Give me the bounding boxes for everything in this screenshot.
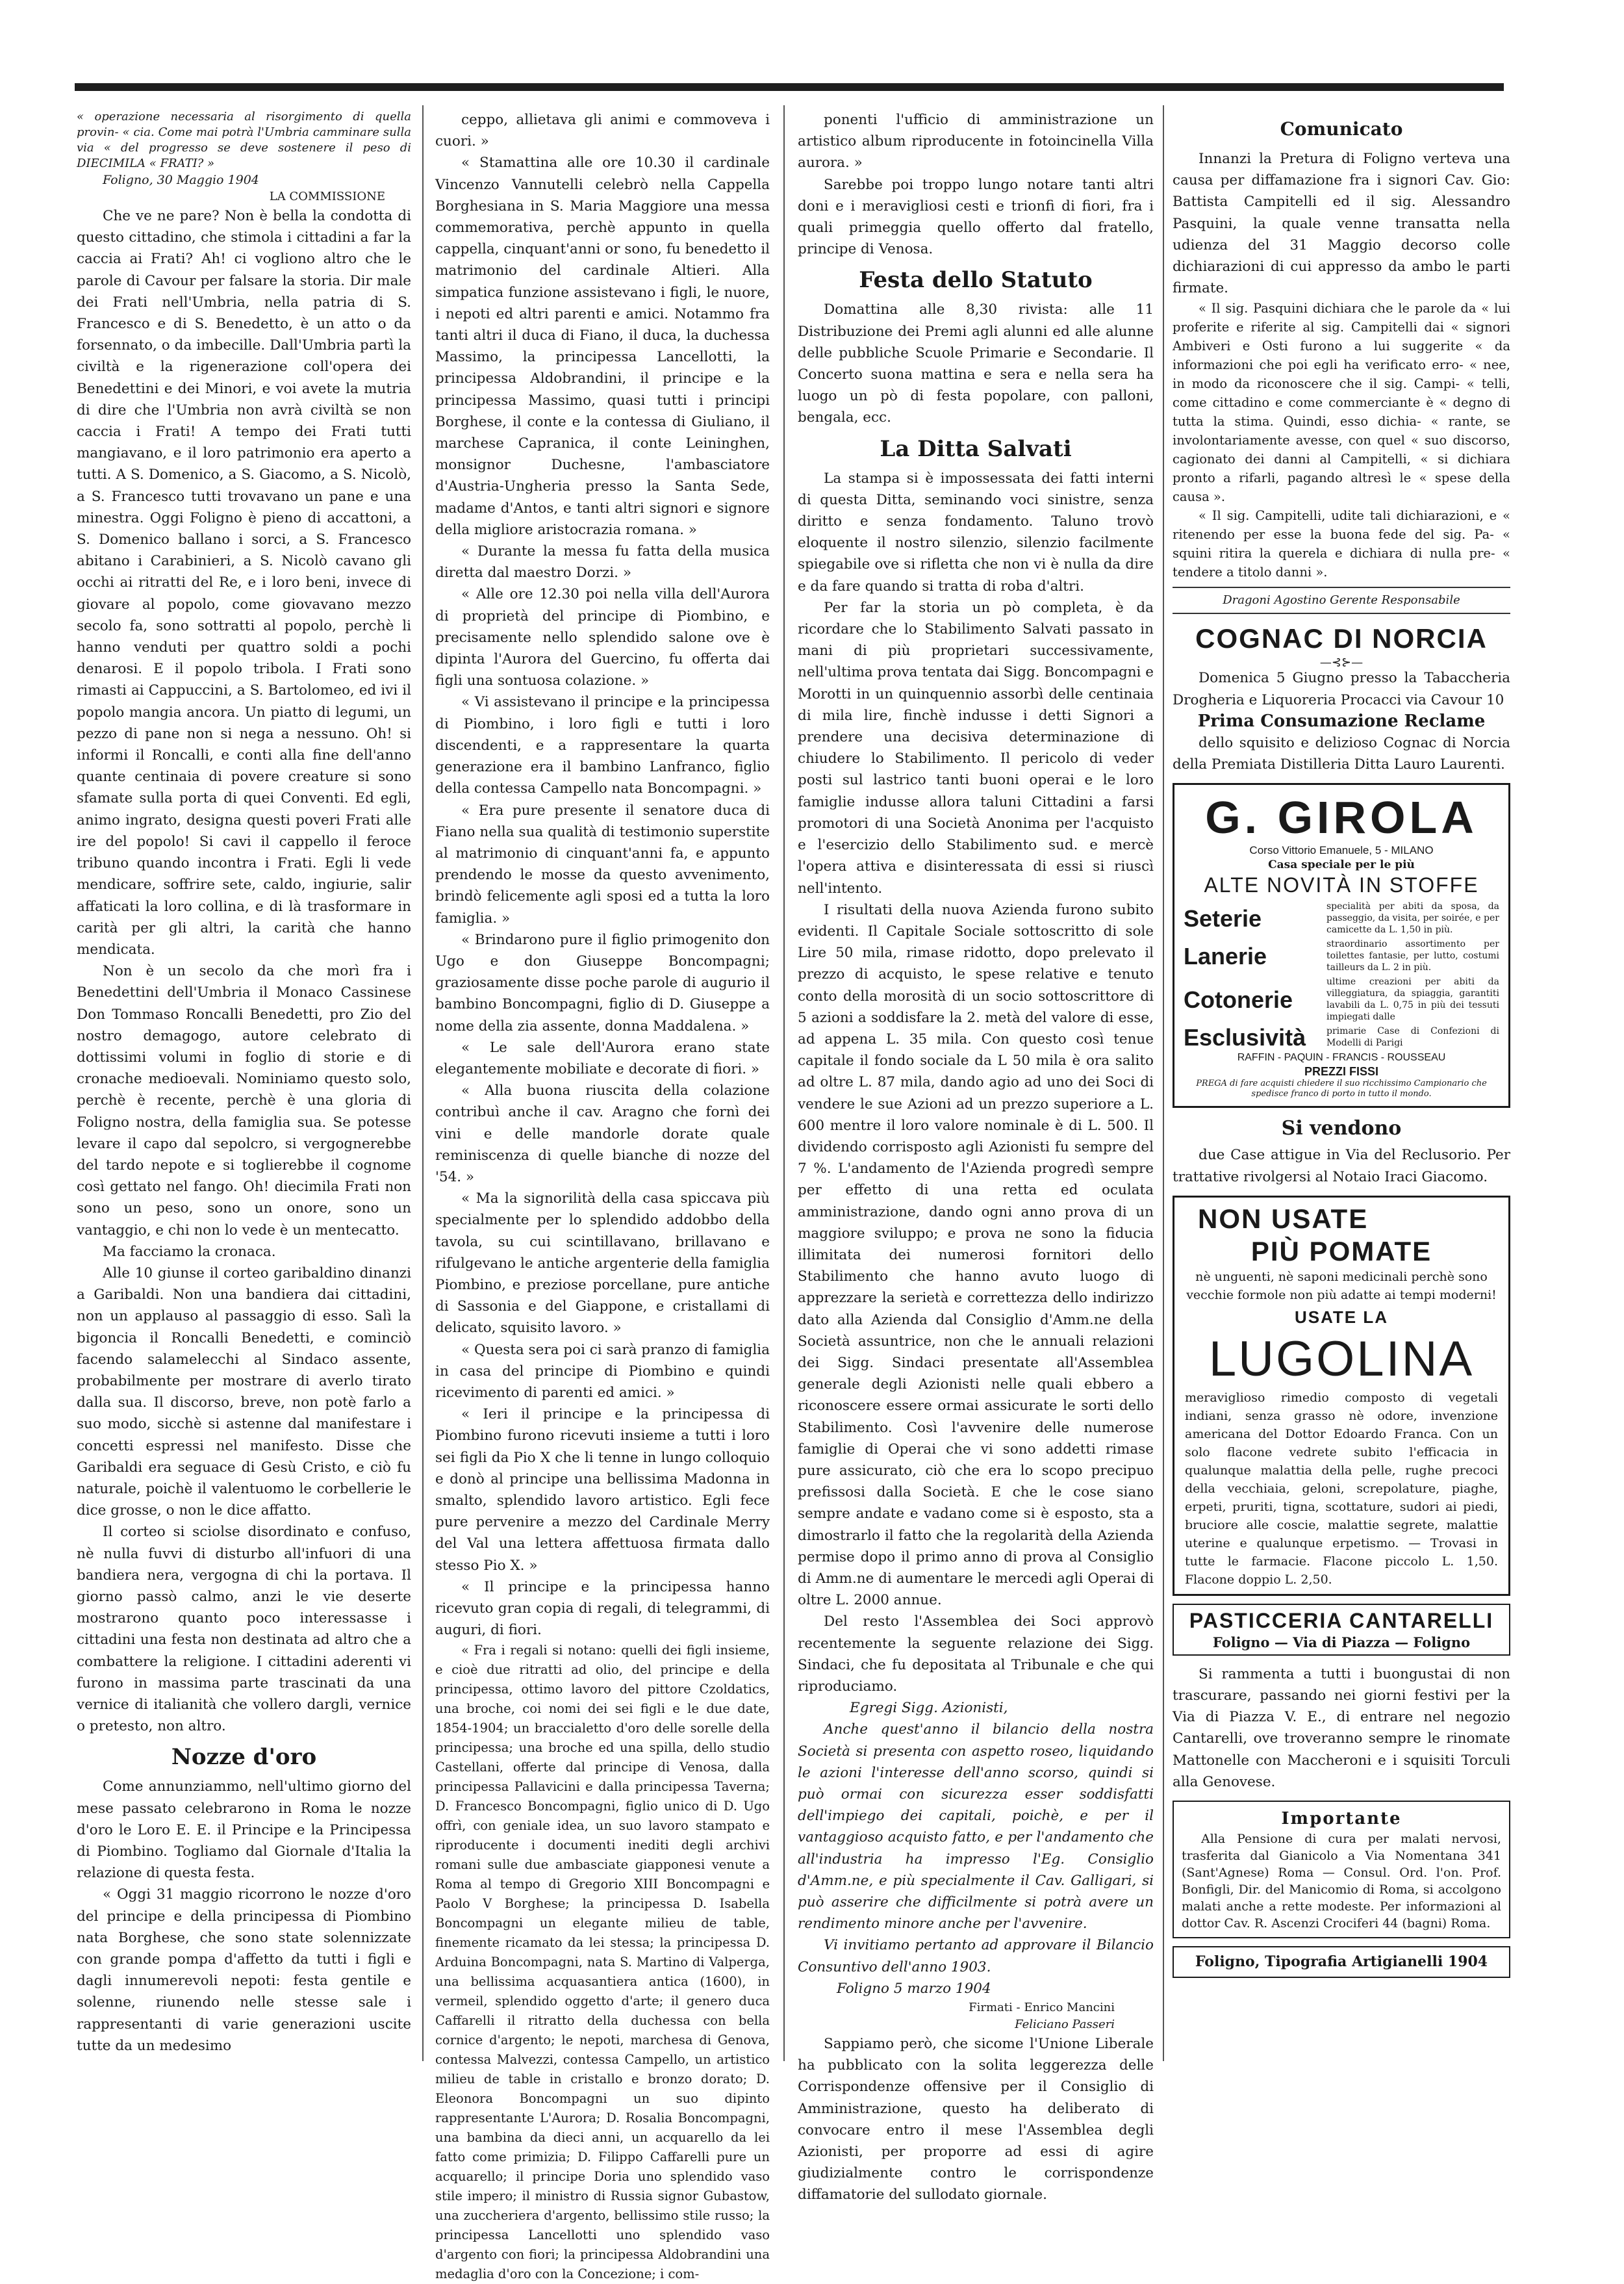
paragraph: Si rammenta a tutti i buongustai di non trascurare, passando nei giorni festivi per la Via di Piazza V. E., di entrare nel negozio Cantarelli, ove troveranno sempre le rinomate Mattonelle con Maccheroni e i squisiti Torculi alla Genovese. xyxy=(1173,1665,1510,1790)
paragraph: « Vi assistevano il principe e la principessa di Piombino, i loro figli e tutti i loro discendenti, e a rappresentare la quarta generazione era il bambino Lanfranco, figlio della contessa Campello nata Boncompagni. » xyxy=(435,694,770,797)
lugolina-title: LUGOLINA xyxy=(1208,1331,1475,1387)
girola-description: specialità per abiti da sposa, da passeggio, da visita, per soirée, e per camicette da L. 1,50 in più. xyxy=(1326,901,1499,936)
column-divider xyxy=(783,105,785,2061)
paragraph: due Case attigue in Via del Reclusorio. Per trattative rivolgersi al Notaio Iraci Giacomo. xyxy=(1173,1147,1510,1185)
divider xyxy=(1173,613,1510,614)
headline-vendono: Si vendono xyxy=(1281,1117,1402,1140)
column-4 xyxy=(1173,109,1510,1986)
signature: Feliciano Passeri xyxy=(1015,2018,1115,2032)
paragraph: Che ve ne pare? Non è bella la condotta di questo cittadino, che stimola i cittadini a far la caccia ai Frati? Ah! ci vogliono altro che le parole di Cavour per falsare la storia. Dir male dei Frati nell'Umbria, nella patria di S. Francesco e di S. Benedetto, è un atto o da forsennato, o da imbecille. Dall'Umbria partì la civiltà e la rigenerazione coll'opera dei Benedettini e dei Minori, e voi avete la mutria di dire che l'Umbria non avrà civiltà se non caccia i Frati! A tempo dei Frati tutti mangiavano, e il loro patrimonio era aperto a tutti. A S. Domenico, a S. Giacomo, a S. Nicolò, a S. Francesco tutti trovavano un pane e una minestra. Oggi Foligno è pieno di accattoni, a S. Domenico ballano i sorci, a S. Francesco abitano i Carabinieri, a S. Nicolò cavano gli occhi ai ritratti del Re, e i loro beni, invece di giovare al popolo, come giovavano mezzo secolo fa, sono sottratti al popolo, perchè li hanno venduti per quattro soldi a pochi denarosi. E il popolo tribola. I Frati sono rimasti ai Cappuccini, a S. Bartolomeo, ed ivi il popolo mangia ancora. Un piatto di legumi, un pezzo di pane non si nega a nessuno. Oh! si informi il Roncalli, e conti alla fine dell'anno quante centinaia di povere creature si sono sfamate sulla porta di quei Conventi. Ed egli, animo ingrato, designa questi poveri Frati alle ire del popolo! Si cavi il cappello il feroce tribuno quando incontra i Frati. Egli li vede mendicare, soffrire sete, caldo, ingiurie, salir affaticati la loro collina, e di là trasformare in carità per gli altri, la carità che hanno mendicata. xyxy=(77,208,411,958)
paragraph: « Alle ore 12.30 poi nella villa dell'Aurora di proprietà del principe di Piombino, e precisamente nello splendido salone ove è dipinta l'Aurora del Guercino, fu offerta dai figli una sontuosa colazione. » xyxy=(435,586,770,689)
girola-title: G. GIROLA xyxy=(1205,792,1478,843)
girola-prezzi: PREZZI FISSI xyxy=(1304,1065,1378,1079)
paragraph: « Il principe e la principessa hanno ricevuto gran copia di regali, di telegrammi, di auguri, di fiori. xyxy=(435,1578,770,1639)
dateline: Foligno, 30 Maggio 1904 xyxy=(103,173,259,187)
paragraph: Del resto l'Assemblea dei Soci approvò recentemente la seguente relazione dei Sigg. Sindaci, che fu depositata al Tribunale e che qui riproduciamo. xyxy=(798,1613,1154,1695)
headline-comunicato: Comunicato xyxy=(1280,118,1403,140)
paragraph: « Alla buona riuscita della colazione contribuì anche il cav. Aragno che fornì dei vini e delle mandorle dorate quale reminiscenza di quelle bianche di nozze del '54. » xyxy=(435,1083,770,1185)
paragraph: Domenica 5 Giugno presso la Tabaccheria Drogheria e Liquoreria Procacci via Cavour 10 xyxy=(1173,670,1510,708)
paragraph: « Era pure presente il senatore duca di Fiano nella sua qualità di testimonio superstite al matrimonio di cinquant'anni fa, e appunto prendendo le mosse da questo avvenimento, brindò felicemente agli sposi ed a tutta la loro famiglia. » xyxy=(435,802,770,927)
top-rule xyxy=(75,83,1504,91)
paragraph: « Questa sera poi ci sarà pranzo di famiglia in casa del principe di Piombino e quindi ricevimento di parenti ed amici. » xyxy=(435,1341,770,1401)
paragraph: I risultati della nuova Azienda furono subito evidenti. Il Capitale Sociale sottoscritto di sole Lire 50 mila, rimase ridotto, dopo prelevato il prezzo di acquisto, le spese relative e tenuto conto della morosità di un socio sottoscrittore di 5 azioni a soddisfare la 2. metà del valore di esse, ad appena L. 35 mila. Con questo così tenue capitale il fondo sociale da L 50 mila è ora salito ad oltre L. 87 mila, dando agio ad uno dei Soci di vendere le sue Azioni ad un prezzo superiore a L. 600 mentre il loro valore nominale è di L. 500. Il dividendo corrisposto agli Azionisti fu sempre del 7 %. L'andamento de l'Azienda progredì sempre per effetto di una retta ed oculata amministrazione, dando ogni anno prova di un maggiore sviluppo; e prova ne sono la fiducia illimitata dei numerosi fornitori dello Stabilimento che hanno avuto luogo di apprezzare la serietà e correttezza dello indirizzo dato alla Azienda dal Consiglio d'Amm.ne della Società assuntrice, non che le annuali relazioni dei Sigg. Sindaci presentate all'Assemblea generale degli Azionisti nelle quali ebbero a riconoscere essere ormai assicurate le sorti dello Stabilimento. Così l'avvenire delle numerose famiglie di Operai che vi sono addetti rimase pure assicurato, ciò che era lo scopo precipuo prefissosi dalla Società. E che le cose siano sempre andate e vadano come si è esposto, sta a dimostrarlo il fatto che la regolarità della Azienda permise dopo il primo anno di prova al Consiglio di Amm.ne di aumentare le mercedi agli Operai di oltre L. 2000 annue. xyxy=(798,901,1154,1609)
paragraph: « Il sig. Pasquini dichiara che le parole da « lui proferite e riferite al sig. Campitelli dai « signori Ambiveri e Osti furono a lui suggerite « da informazioni che poi egli ha verificato erro- « nee, in modo da riconoscere che il sig. Campi- « telli, come cittadino e come commerciante è « degno di tutta la stima. Quindi, esso dichia- « rante, se involontariamente avesse, con quel « suo discorso, cagionato dei danni al Campitelli, « si dichiara pronto a rifarli, pagando altresì le « spese della causa ». xyxy=(1173,301,1510,505)
paragraph: Alla Pensione di cura per malati nervosi, trasferita dal Gianicolo a Via Nomentana 341 (Sant'Agnese) Roma — Consul. Ord. l'on. Prof. Bonfigli, Dir. del Manicomio di Roma, si accolgono malati anche a rette modeste. Per informazioni al dottor Cav. R. Ascenzi Crociferi 44 (bagni) Roma. xyxy=(1182,1832,1501,1931)
ornament: —⊰⊱— xyxy=(1319,656,1364,670)
paragraph: Domattina alle 8,30 rivista: alle 11 Distribuzione dei Premi agli alunni ed alle alunne delle pubbliche Scuole Primarie e Secondarie. Il Concerto suona mattina e sera e nella sera ha luogo un pò di festa popolare, con palloni, bengala, ecc. xyxy=(798,302,1154,426)
girola-description: ultime creazioni per abiti da villeggiatura, da spiaggia, garantiti lavabili da L. 0,75 in più dei tessuti impiegati dalle xyxy=(1326,977,1499,1023)
paragraph: « Fra i regali si notano: quelli dei figli insieme, e cioè due ritratti ad olio, del principe e della principessa, ottimo lavoro del pittore Czoldatics, una broche, coi nomi dei sei figli e le due date, 1854-1904; un braccialetto d'oro delle sorelle della principessa; una broche ed una spilla, dello studio Castellani, offerte dal principe di Venosa, dalla principessa Pallavicini e dalla principessa Taverna; D. Francesco Boncompagni, figlio unico di D. Ugo offrì, con geniale idea, un suo lavoro stampato e riproducente i documenti inediti degli archivi romani sulle due ambasciate giapponesi venute a Roma al tempo di Gregorio XIII Boncompagni e Paolo V Borghese; la principessa D. Isabella Boncompagni un elegante milieu de table, finemente ricamato da lei stessa; la principessa D. Arduina Boncompagni, nata S. Martino di Valperga, una bellissima acquasantiera antica (1600), in vermeil, splendido oggetto d'arte; il genero duca Caffarelli il ritratto della duchessa con bella cornice d'argento; le nepoti, marchesa di Genova, contessa Malvezzi, contessa Campello, un artistico milieu de table in cristallo e bronzo dorato; D. Eleonora Boncompagni un suo dipinto rappresentante L'Aurora; D. Rosalia Boncompagni, una bambina da dieci anni, un acquarello da lei fatto come primizia; D. Filippo Caffarelli pure un acquarello; il principe Doria uno splendido vaso stile impero; il ministro di Russia signor Gubastow, una zuccheriera d'argento, bellissimo stile russo; la principessa Lancellotti uno splendido vaso d'argento con fiori; la principessa Aldobrandini una medaglia d'oro con la Concezione; i com- xyxy=(435,1643,770,2282)
pomate-line-1: NON USATE xyxy=(1198,1203,1369,1234)
signature: Firmati - Enrico Mancini xyxy=(969,2001,1115,2015)
paragraph: Innanzi la Pretura di Foligno verteva una causa per diffamazione fra i signori Cav. Gio: Battista Campitelli ed il sig. Alessandro Pasquini, la quale venne transatta nella udienza del 31 Maggio decorso colle dichiarazioni di cui appresso da ambo le parti firmate. xyxy=(1173,151,1510,297)
paragraph: Non è un secolo da che morì fra i Benedettini dell'Umbria il Monaco Cassinese Don Tommaso Roncalli Benedetti, pro Zio del nostro demagogo, autore celebrato di dottissimi volumi in foglio di storie e di cronache medioevali. Nominiamo questo solo, perchè è recente, perchè è una gloria di Foligno nostra, della famiglia sua. Se potesse levare il capo dal sepolcro, si vergognerebbe del tardo nepote e si toglierebbe il cognome così gettato nel fango. Oh! diecimila Frati non sono un peso, sono un onore, sono un vantaggio, e chi non lo vede è un mentecatto. xyxy=(77,963,411,1238)
column-divider xyxy=(422,105,424,2061)
column-1 xyxy=(77,109,411,2057)
paragraph: Per far la storia un pò completa, è da ricordare che lo Stabilimento Salvati passato in mani di più proprietari successivamente, nell'ultima prova tentata dai Sigg. Boncompagni e Morotti in un quinquennio assorbì delle centinaia di mila lire, finchè indusse i detti Signori a prendere una decisiva determinazione di chiudere lo Stabilimento. Il pericolo di veder posti sul lastrico tanti buoni operai e le loro famiglie indusse allora taluni Cittadini a farsi promotori di una Società Anonima per l'acquisto e l'esercizio dello Stabilimento sud. e mercè l'opera attiva e disinteressata di essi si riuscì nell'intento. xyxy=(798,599,1154,897)
paragraph: ponenti l'ufficio di amministrazione un artistico album riproducente in fotoincinella Villa aurora. » xyxy=(798,112,1154,172)
divider xyxy=(1173,587,1510,588)
printer-line xyxy=(1173,1946,1510,1978)
column-3 xyxy=(798,109,1154,2206)
lugolina-ad xyxy=(1173,1196,1510,1596)
paragraph: Sappiamo però, che sicome l'Unione Liberale ha pubblicato con la solita leggerezza delle Corrispondenze offensive per il Consiglio di Amministrazione, questo ha deliberato di convocare entro il mese l'Assemblea degli Azionisti, per proporre ad essi di agire giudizialmente contro le corrispondenze diffamatorie del sullodato giornale. xyxy=(798,2036,1154,2203)
girola-category: Seterie xyxy=(1184,905,1262,932)
paragraph: « Ma la signorilità della casa spiccava più specialmente per lo splendido addobbo della tavola, su cui scintillavano, brillavano e rifulgevano le antiche argenterie della famiglia Piombino, e preziose porcellane, pure antiche di Sassonia e del Giappone, e cristallami di delicato, squisito lavoro. » xyxy=(435,1190,770,1337)
girola-casa: Casa speciale per le più xyxy=(1268,858,1415,872)
dateline: Foligno 5 marzo 1904 xyxy=(837,1980,991,1997)
girola-row xyxy=(1184,938,1499,973)
girola-description: straordinario assortimento per toilettes fantasie, per lutto, costumi tailleurs da L. 2 in più. xyxy=(1326,939,1499,973)
girola-row xyxy=(1184,976,1499,1023)
paragraph: « Stamattina alle ore 10.30 il cardinale Vincenzo Vannutelli celebrò nella Cappella Borghesiana in S. Maria Maggiore una messa commemorativa, perchè appunto in quella cappella, cinquant'anni or sono, fu benedetto il matrimonio del cardinale Altieri. Alla simpatica funzione assistevano i figli, le nuore, i nepoti ed altri parenti e amici. Notammo fra tanti altri il duca di Fiano, il duca, la duchessa Massimo, la principessa Lancellotti, la principessa Aldobrandini, il principe e la principessa Massimo, quasi tutti i principi Borghese, il conte e la contessa di Giuliano, il marchese Capranica, il conte Leininghen, monsignor Duchesne, l'ambasciatore d'Austria-Ungheria presso la Santa Sede, madame d'Antos, e tanti altri signori e signore della migliore aristocrazia romana. » xyxy=(435,155,770,538)
paragraph: « Oggi 31 maggio ricorrono le nozze d'oro del principe e della principessa di Piombino nata Borghese, che sono state solennizzate con grande pompa d'affetto da tutti i figli e dagli innumerevoli nepoti: festa gentile e solenne, riunendo nelle stesse sale i rappresentanti di varie generazioni uscite tutte da un medesimo xyxy=(77,1886,411,2054)
girola-category: Esclusività xyxy=(1184,1023,1306,1051)
paragraph: Alle 10 giunse il corteo garibaldino dinanzi a Garibaldi. Non una bandiera dai cittadini, non un applauso al passaggio di esso. Salì la bigoncia il Roncalli Benedetti, e cominciò facendo salamelecchi al Sindaco assente, probabilmente per mostrare di averlo tirato dalla sua. Il discorso, breve, non potè farlo a suo modo, sicchè si astenne dal manifestare i concetti espressi nel manifesto. Disse che Garibaldi era seguace di Gesù Cristo, e ciò fu naturale, poichè il valentuomo le corbellerie le dice grosse, o non le dice affatto. xyxy=(77,1264,411,1519)
paragraph: ceppo, allietava gli animi e commoveva i cuori. » xyxy=(435,112,770,150)
headline-salvati: La Ditta Salvati xyxy=(880,435,1072,462)
headline-statuto: Festa dello Statuto xyxy=(859,267,1093,294)
girola-row xyxy=(1184,901,1499,936)
girola-alte: ALTE NOVITÀ IN STOFFE xyxy=(1204,873,1479,897)
girola-address: Corso Vittorio Emanuele, 5 - MILANO xyxy=(1249,844,1434,857)
paragraph: Vi invitiamo pertanto ad approvare il Bilancio Consuntivo dell'anno 1903. xyxy=(798,1937,1154,1975)
girola-names: RAFFIN - PAQUIN - FRANCIS - ROUSSEAU xyxy=(1237,1052,1446,1064)
paragraph: Il corteo si sciolse disordinato e confuso, nè nulla fuvvi di disturbo all'infuori di una bandiera nera, vergogna di chi la portava. Il giorno passò calmo, anzi le vie deserte mostrarono quanto poco interessasse i cittadini una festa non destinata ad altro che a combattere la religione. I cittadini aderenti vi furono in massima parte trascinati da una vernice di italianità che vollero dargli, vernice o pretesto, non altro. xyxy=(77,1524,411,1735)
paragraph: nè unguenti, nè saponi medicinali perchè sono vecchie formole non più adatte ai tempi moderni! xyxy=(1186,1269,1497,1302)
paragraph: « Le sale dell'Aurora erano state elegantemente mobiliate e decorate di fiori. » xyxy=(435,1039,770,1077)
paragraph: La stampa si è impossessata dei fatti interni di questa Ditta, seminando voci sinistre, senza diritto e senza fondamento. Taluno trovò eloquente il nostro silenzio, silenzio facilmente spiegabile ove si rifletta che non vi è nulla da dire e da fare quando si tratta di roba d'altri. xyxy=(798,470,1154,595)
importante-title: Importante xyxy=(1281,1809,1402,1829)
girola-ad xyxy=(1173,783,1510,1108)
pasticceria-ad xyxy=(1173,1604,1510,1656)
paragraph: Anche quest'anno il bilancio della nostra Società si presenta con aspetto roseo, liquidando le azioni l'interesse dell'anno scorso, quindi si può ormai con sicurezza esser soddisfatti dell'impiego dei capitali, poichè, e per il vantaggioso acquisto fatto, e per l'andamento che all'industria ha impresso l'Eg. Consiglio d'Amm.ne, e più specialmente il Cav. Galligari, si può asserire che difficilmente si potrà avere un rendimento minore anche per l'avvenire. xyxy=(798,1721,1154,1932)
paragraph: « Brindarono pure il figlio primogenito don Ugo e don Giuseppe Boncompagni; graziosamente disse poche parole di augurio il bambino Boncompagni, figlio di D. Giuseppe a nome della zia assente, donna Maddalena. » xyxy=(435,931,770,1034)
signature: LA COMMISSIONE xyxy=(269,190,385,203)
paragraph: Sarebbe poi troppo lungo notare tanti altri doni e i meravigliosi cesti e trionfi di fiori, fra i quali primeggia quello offerto dal fratello, principe di Venosa. xyxy=(798,176,1154,258)
paragraph: Ma facciamo la cronaca. xyxy=(103,1243,276,1260)
salutation: Egregi Sigg. Azionisti, xyxy=(850,1700,1008,1717)
cognac-title: COGNAC DI NORCIA xyxy=(1195,623,1488,654)
usate-line: USATE LA xyxy=(1294,1307,1389,1327)
headline-nozze: Nozze d'oro xyxy=(171,1744,317,1771)
girola-category: Lanerie xyxy=(1184,942,1267,969)
paragraph: dello squisito e delizioso Cognac di Norcia della Premiata Distilleria Ditta Lauro Laurenti. xyxy=(1173,735,1510,773)
paragraph: meraviglioso rimedio composto di vegetali indiani, senza grasso nè odore, invenzione americana del Dottor Edoardo Franca. Con un solo flacone vedrete subito l'efficacia in qualunque malattia della pelle, rughe precoci della vecchiaia, geloni, screpolature, piaghe, erpeti, pruriti, tigna, scottature, sudori ai piedi, bruciore alle coscie, malattie segrete, malattie uterine e qualunque erpetismo. — Trovasi in tutte le farmacie. Flacone piccolo L. 1,50. Flacone doppio L. 2,50. xyxy=(1185,1390,1498,1587)
printer-text: Foligno, Tipografia Artigianelli 1904 xyxy=(1195,1953,1488,1971)
column-divider xyxy=(1163,105,1164,2061)
girola-description: primarie Case di Confezioni di Modelli di Parigi xyxy=(1326,1026,1499,1049)
importante-ad xyxy=(1173,1801,1510,1938)
girola-note: PREGA di fare acquisti chiedere il suo ricchissimo Campionario che spedisce franco di porto in tutto il mondo. xyxy=(1196,1079,1487,1099)
pasticceria-title: PASTICCERIA CANTARELLI xyxy=(1189,1608,1494,1632)
girola-row xyxy=(1184,1025,1499,1049)
pasticceria-subtitle: Foligno — Via di Piazza — Foligno xyxy=(1212,1634,1471,1650)
paragraph: « Ieri il principe e la principessa di Piombino furono ricevuti insieme a tutti i loro sei figli da Pio X che li tenne in lungo colloquio e donò al principe una bellissima Madonna in smalto, splendido lavoro artistico. Egli fece pure pervenire a mezzo del Cardinale Merry del Val una lettera affettuosa firmata dallo stesso Pio X. » xyxy=(435,1406,770,1574)
gerente-line: Dragoni Agostino Gerente Responsabile xyxy=(1223,593,1460,608)
paragraph: « Il sig. Campitelli, udite tali dichiarazioni, e « ritenendo per esse la buona fede del sig. Pa- « squini ritira la querela e dichiara di nulla pre- « tendere a titolo danni ». xyxy=(1173,508,1510,580)
paragraph: Come annunziammo, nell'ultimo giorno del mese passato celebrarono in Roma le nozze d'oro le Loro E. E. il Principe e la Principessa di Piombino. Togliamo dal Giornale d'Italia la relazione di questa festa. xyxy=(77,1778,411,1882)
column-2 xyxy=(435,109,770,2284)
paragraph: « Durante la messa fu fatta della musica diretta dal maestro Dorzi. » xyxy=(435,543,770,582)
pomate-line-2: PIÙ POMATE xyxy=(1250,1235,1432,1266)
cognac-headline: Prima Consumazione Reclame xyxy=(1197,711,1486,731)
girola-category: Cotonerie xyxy=(1184,986,1293,1013)
intro-quote: « operazione necessaria al risorgimento di quella provin- « cia. Come mai potrà l'Umbria camminare sulla via « del progresso se deve sostenere il peso di DIECIMILA « FRATI? » xyxy=(77,110,411,170)
